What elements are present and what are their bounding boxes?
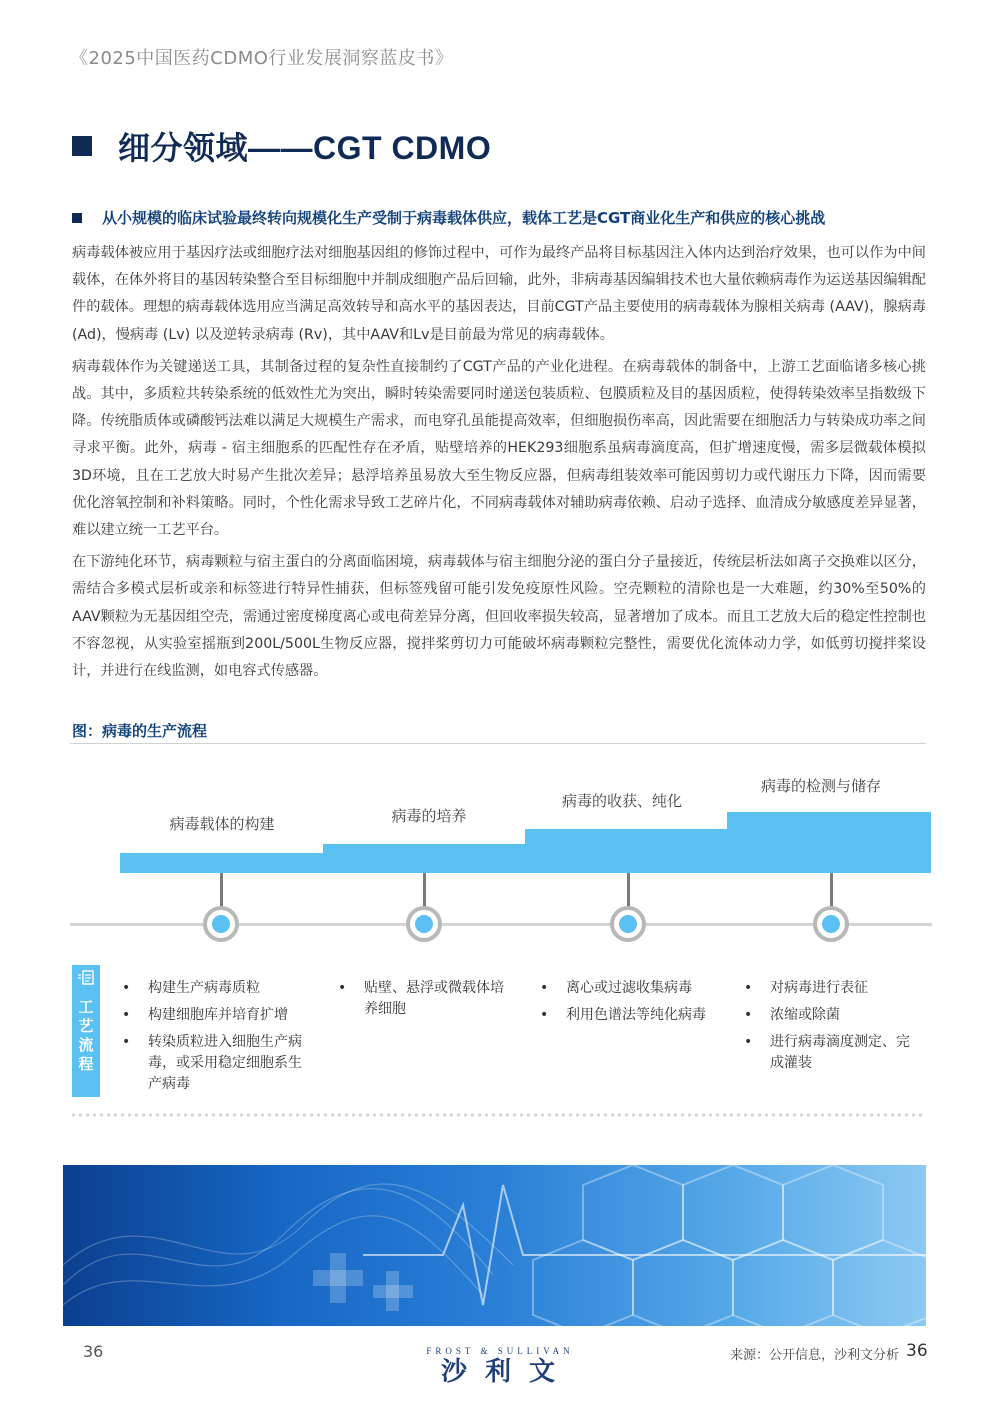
figure-title: 图：病毒的生产流程	[72, 722, 208, 740]
source-note: 来源：公开信息，沙利文分析	[729, 1348, 899, 1363]
stage-bar-2	[323, 844, 527, 873]
timeline-node	[406, 906, 442, 942]
paragraph: 病毒载体作为关键递送工具，其制备过程的复杂性直接制约了CGT产品的产业化进程。在病毒载体的制备中，上游工艺面临诸多核心挑战。其中，多质粒共转染系统的低效性尤为突出，瞬时转染需要同时递送包装质粒、包膜质粒及目的基因质粒，使得转染效率呈指数级下降。传统脂质体或磷酸钙法难以满足大规模生产需求，而电穿孔虽能提高效率，但细胞损伤率高，因此需要在细胞活力与转染成功率之间寻求平衡。此外，病毒 - 宿主细胞系的匹配性存在矛盾，贴壁培养的HEK293细胞系虽病毒滴度高，但扩增速度慢，需多层微载体模拟3D环境，且在工艺放大时易产生批次差异；悬浮培养虽易放大至生物反应器，但病毒组装效率可能因剪切力或代谢压力下降，因而需要优化溶氧控制和补料策略。同时，个性化需求导致工艺碎片化，不同病毒载体对辅助病毒依赖、启动子选择、血清成分敏感度差异显著，难以建立统一工艺平台。	[72, 358, 926, 539]
sub-heading-bullet	[72, 213, 82, 223]
timeline-node-dot	[415, 915, 433, 933]
list-item: • 对病毒进行表征	[742, 978, 922, 999]
body-text	[72, 240, 926, 690]
stage-bar-4	[727, 812, 931, 873]
stage-label-2: 病毒的培养	[391, 807, 467, 825]
process-tag-label: 工艺流程	[76, 999, 95, 1075]
document-header-title: 《2025中国医药CDMO行业发展洞察蓝皮书》	[70, 48, 454, 69]
stage-bar-3	[525, 829, 729, 873]
figure-title-rule	[70, 743, 926, 744]
stage-label-3: 病毒的收获、纯化	[561, 792, 682, 810]
section-title-text: 细分领域——CGT CDMO	[118, 130, 492, 166]
list-item: • 转染质粒进入细胞生产病毒，或采用稳定细胞系生产病毒	[120, 1032, 310, 1095]
timeline-stem	[830, 873, 833, 909]
step-list-1	[120, 978, 310, 1101]
list-item: • 利用色谱法等纯化病毒	[538, 1005, 728, 1026]
paragraph: 病毒载体被应用于基因疗法或细胞疗法对细胞基因组的修饰过程中，可作为最终产品将目标基因注入体内达到治疗效果，也可以作为中间载体，在体外将目的基因转染整合至目标细胞中并制成细胞产品后回输，此外，非病毒基因编辑技术也大量依赖病毒作为运送基因编辑配件的载体。理想的病毒载体选用应当满足高效转导和高水平的基因表达，目前CGT产品主要使用的病毒载体为腺相关病毒 (AAV)，腺病毒 (Ad)，慢病毒 (Lv) 以及逆转录病毒 (Rv)，其中AAV和Lv是目前最为常见的病毒载体。	[72, 245, 926, 343]
stage-label-4: 病毒的检测与储存	[760, 777, 881, 795]
logo-english: FROST & SULLIVAN	[426, 1346, 574, 1356]
decorative-banner	[63, 1165, 926, 1326]
list-item: • 离心或过滤收集病毒	[538, 978, 728, 999]
timeline-node	[813, 906, 849, 942]
paragraph: 在下游纯化环节，病毒颗粒与宿主蛋白的分离面临困境，病毒载体与宿主细胞分泌的蛋白分子量接近，传统层析法如离子交换难以区分，需结合多模式层析或亲和标签进行特异性捕获，但标签残留可能引发免疫原性风险。空壳颗粒的清除也是一大难题，约30%至50%的AAV颗粒为无基因组空壳，需通过密度梯度离心或电荷差异分离，但回收率损失较高，显著增加了成本。而且工艺放大后的稳定性控制也不容忽视，从实验室摇瓶到200L/500L生物反应器，搅拌桨剪切力可能破坏病毒颗粒完整性，需要优化流体动力学，如低剪切搅拌桨设计，并进行在线监测，如电容式传感器。	[72, 554, 926, 680]
sub-heading-text: 从小规模的临床试验最终转向规模化生产受制于病毒载体供应，载体工艺是CGT商业化生产和供应的核心挑战	[102, 209, 826, 227]
list-item: • 构建细胞库并培育扩增	[120, 1005, 310, 1026]
page-number-right: 36	[906, 1341, 928, 1361]
title-square-bullet	[72, 136, 92, 156]
list-item: • 浓缩或除菌	[742, 1005, 922, 1026]
page-number-left: 36	[83, 1342, 104, 1361]
frost-sullivan-logo	[420, 1346, 580, 1388]
timeline-line	[70, 923, 932, 926]
list-item: • 进行病毒滴度测定、完成灌装	[742, 1032, 922, 1074]
timeline-stem	[627, 873, 630, 909]
hexagon-pattern-image	[63, 1165, 926, 1326]
dotted-divider	[70, 1113, 926, 1117]
step-list-3	[538, 978, 728, 1032]
timeline-node-dot	[212, 915, 230, 933]
timeline-stem	[423, 873, 426, 909]
list-item: • 构建生产病毒质粒	[120, 978, 310, 999]
timeline-node	[610, 906, 646, 942]
step-list-2	[336, 978, 516, 1026]
process-tag	[72, 965, 100, 1097]
timeline-node	[203, 906, 239, 942]
document-list-icon	[77, 969, 95, 987]
sub-heading	[72, 207, 932, 228]
section-title	[72, 124, 491, 168]
list-item: • 贴壁、悬浮或微载体培养细胞	[336, 978, 516, 1020]
stage-label-1: 病毒载体的构建	[169, 815, 275, 833]
logo-chinese: 沙利文	[440, 1357, 573, 1387]
timeline-node-dot	[822, 915, 840, 933]
timeline-stem	[220, 873, 223, 909]
step-list-4	[742, 978, 922, 1080]
stage-bar-1	[120, 853, 324, 873]
timeline-node-dot	[619, 915, 637, 933]
